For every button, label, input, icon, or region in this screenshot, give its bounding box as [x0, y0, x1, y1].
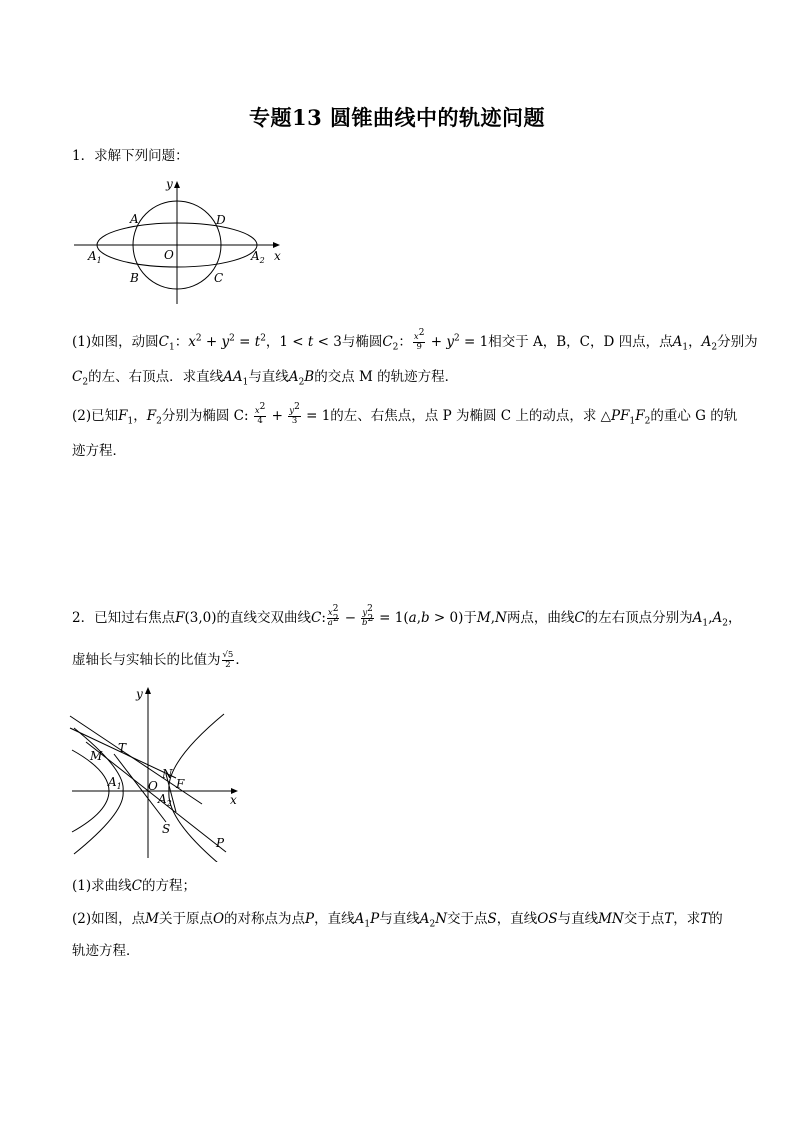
- fig2-M-label: M: [90, 749, 103, 763]
- fig1-D-label: D: [216, 213, 226, 227]
- fig1-C-label: C: [214, 271, 224, 285]
- fig1-x-label: x: [274, 249, 281, 263]
- fig1-y-label: y: [166, 177, 173, 191]
- figure-hyperbola: [66, 682, 266, 862]
- fig2-F-label: F: [176, 777, 185, 791]
- problem1-part1-line1: (1)如图，动圆$C_1$：$x^2 + y^2 = t^2$，1 < t < 3与椭圆$C_2$： $\frac{x^2}{9}$ + $y^2 = 1$相交于 A，B，C，D 四点，点$A_1$，$A_2$分别为: [72, 328, 758, 353]
- problem1-part2-line2: 迹方程．: [72, 443, 126, 459]
- page-title: 专题13 圆锥曲线中的轨迹问题: [248, 105, 546, 130]
- problem2-line2: 虚轴长与实轴长的比值为 $\frac{√5}{2}$ ．: [72, 650, 249, 670]
- fig2-A1-label: $A_1$: [108, 775, 122, 791]
- fig2-A2-label: $A_2$: [158, 792, 172, 808]
- fig1-B-label: B: [130, 271, 139, 285]
- problem1-part2-line1: (2)已知$F_1$，$F_2$分别为椭圆 C: $\frac{x^2}{4}$ + $\frac{y^2}{3}$ = 1的左、右焦点，点 P 为椭圆 C 上的动点，求 $\triangle PF_1F_2$的重心 G 的轨: [72, 402, 738, 427]
- fig2-x-label: x: [230, 793, 237, 807]
- problem2-line1: 2．已知过右焦点F(3,0)的直线交双曲线C: $\frac{x^2}{a^2}$ − $\frac{y^2}{b^2}$ = 1(a,b > 0)于M,N两点，曲线C的左右顶点分别为$A_1,A_2$，: [72, 604, 742, 629]
- fig1-A1-label: $A_1$: [88, 249, 102, 265]
- problem2-part2-line1: (2)如图，点M关于原点O的对称点为点P，直线$A_1P$与直线$A_2N$交于点S，直线OS与直线MN交于点T，求T的: [72, 911, 723, 930]
- fig2-N-label: N: [162, 767, 173, 781]
- fig2-P-label: P: [216, 836, 225, 850]
- problem2-part2-line2: 轨迹方程．: [72, 943, 140, 959]
- problem2-part1: (1)求曲线C的方程；: [72, 878, 196, 894]
- fig2-y-label: y: [136, 687, 143, 701]
- problem1-part1-line2: $C_2$的左、右顶点．求直线$AA_1$与直线$A_2B$的交点 M 的轨迹方程．: [72, 369, 459, 388]
- fig2-S-label: S: [162, 822, 171, 836]
- fig2-O-label: O: [148, 779, 158, 793]
- fig1-A2-label: $A_2$: [251, 249, 265, 265]
- problem1-intro: 1．求解下列问题：: [72, 148, 189, 164]
- fig1-A-label: A: [130, 212, 139, 226]
- figure-ellipse-circle: [70, 176, 290, 311]
- fig1-O-label: O: [164, 248, 174, 262]
- fig2-T-label: T: [118, 741, 127, 755]
